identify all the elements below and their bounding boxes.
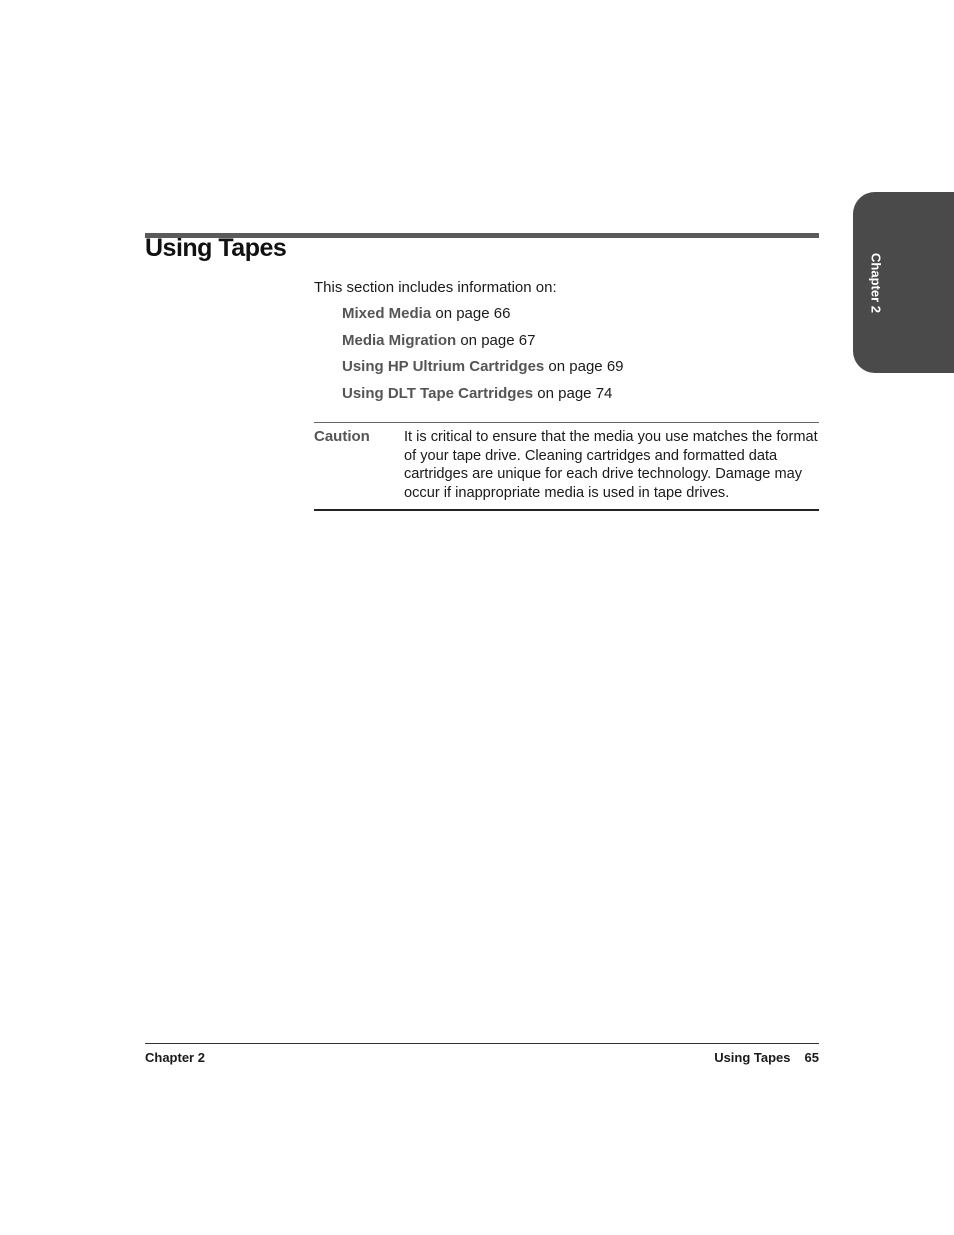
caution-label: Caution [314, 428, 370, 445]
topic-page-ref: on page 69 [544, 358, 624, 376]
caution-text: It is critical to ensure that the media you use matches the format of your tape drive. Cleaning cartridges and formatted data cartridges are unique for each drive technology. Damage may occur if inappropriate media is used in tape drives. [404, 429, 818, 501]
list-item [342, 332, 624, 359]
footer-section: Using Tapes [714, 1050, 791, 1065]
topic-link-dlt-tape[interactable]: Using DLT Tape Cartridges [342, 385, 534, 403]
footer-chapter: Chapter 2 [145, 1050, 205, 1065]
caution-rule-bottom [314, 509, 819, 511]
topic-link-hp-ultrium[interactable]: Using HP Ultrium Cartridges [342, 358, 545, 376]
intro-text: This section includes information on: [314, 279, 557, 296]
topic-page-ref: on page 67 [456, 331, 536, 349]
topic-page-ref: on page 66 [431, 305, 511, 322]
chapter-tab-label: Chapter 2 [868, 253, 884, 313]
topic-page-ref: on page 74 [533, 385, 613, 403]
topic-link-mixed-media[interactable]: Mixed Media [342, 305, 432, 322]
page-number: 65 [804, 1050, 819, 1065]
footer-rule [145, 1043, 819, 1044]
caution-rule-top [314, 422, 819, 423]
list-item [342, 305, 624, 332]
list-item [342, 385, 624, 412]
topic-list [342, 305, 624, 412]
topic-link-media-migration[interactable]: Media Migration [342, 331, 457, 349]
page-title: Using Tapes [145, 234, 287, 262]
list-item [342, 358, 624, 385]
footer-right [714, 1050, 819, 1065]
